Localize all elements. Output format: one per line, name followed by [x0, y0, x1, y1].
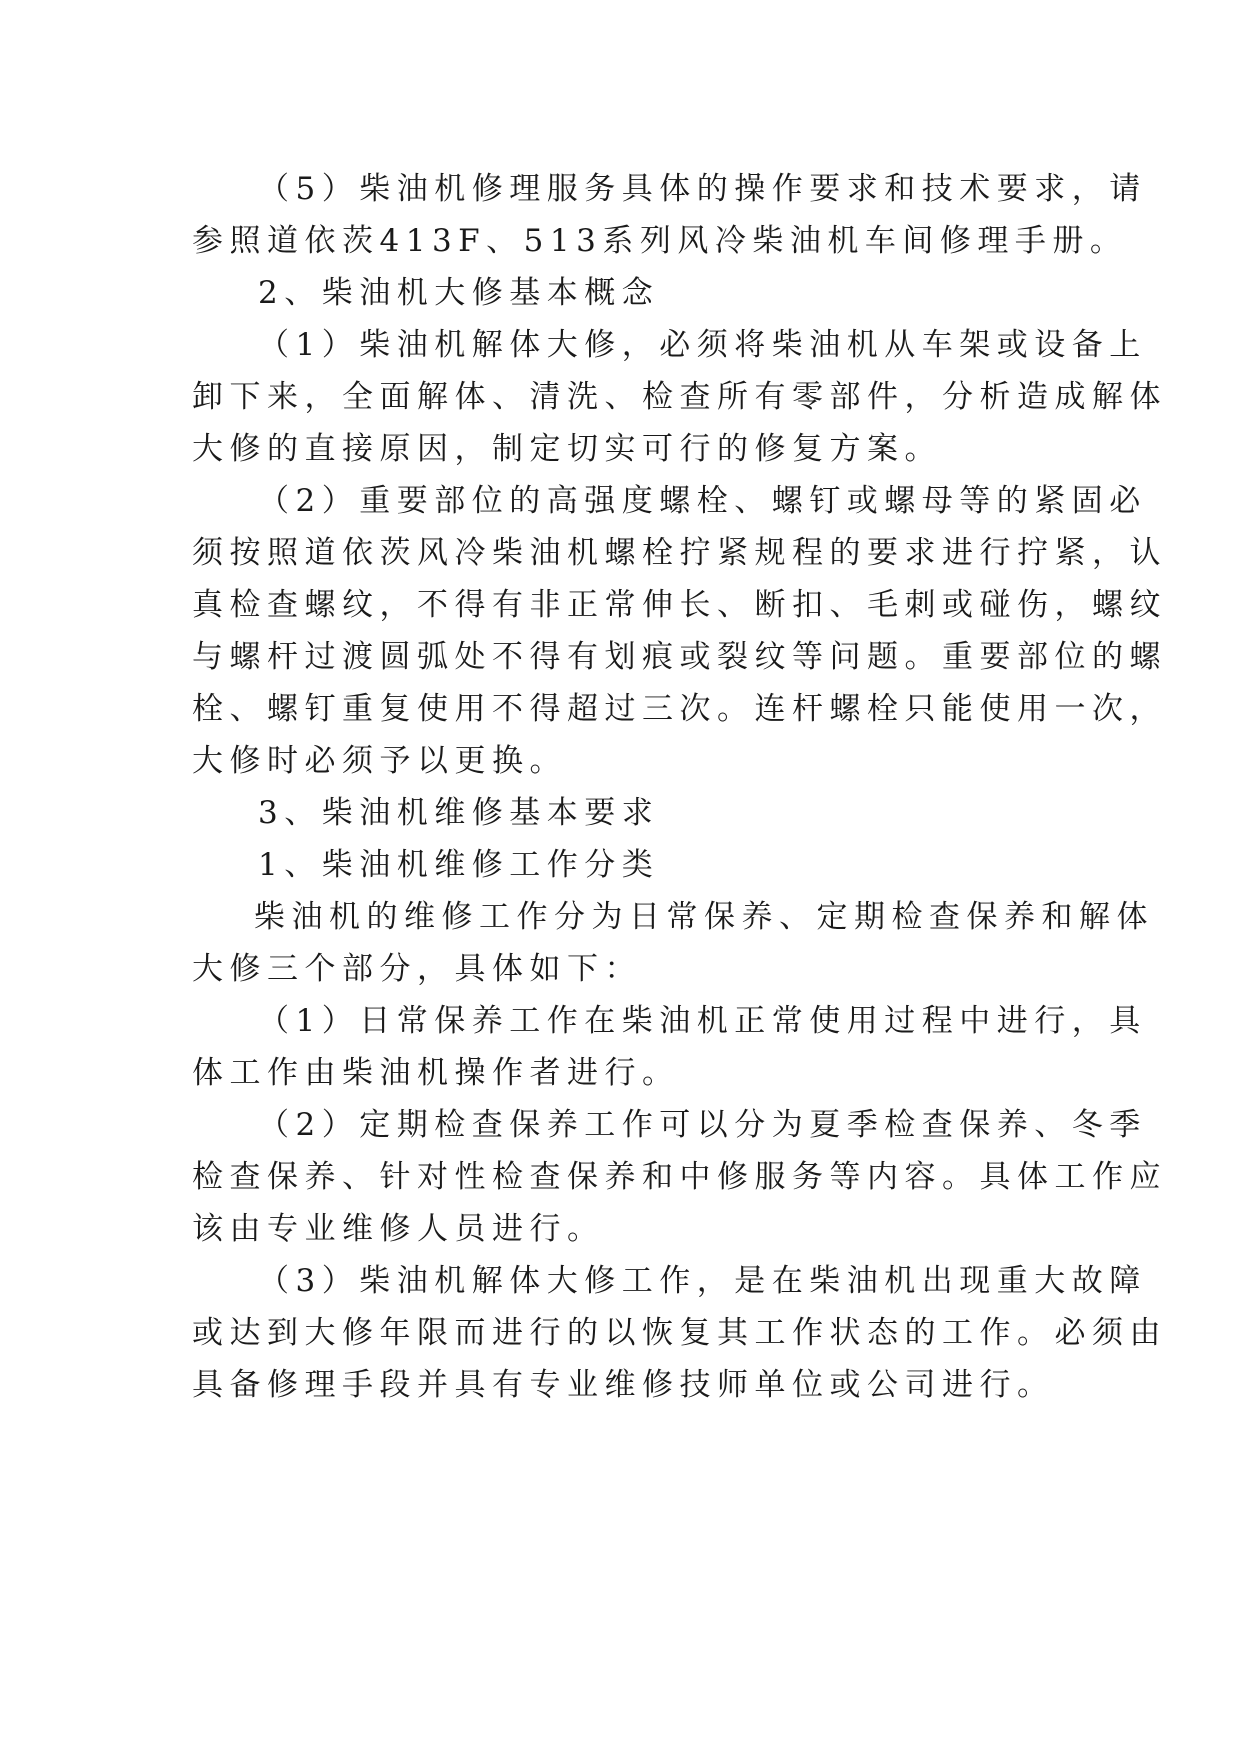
paragraph-line: 卸下来，全面解体、清洗、检查所有零部件，分析造成解体	[192, 379, 1167, 415]
paragraph-line: 体工作由柴油机操作者进行。	[192, 1055, 680, 1091]
paragraph-line: （2）重要部位的高强度螺栓、螺钉或螺母等的紧固必	[258, 483, 1147, 519]
section-heading: 3、柴油机维修基本要求	[258, 795, 660, 831]
paragraph-line: 具备修理手段并具有专业维修技师单位或公司进行。	[192, 1367, 1055, 1403]
paragraph-line: 柴油机的维修工作分为日常保养、定期检查保养和解体	[254, 899, 1154, 935]
paragraph-line: 与螺杆过渡圆弧处不得有划痕或裂纹等问题。重要部位的螺	[192, 639, 1167, 675]
paragraph-line: （2）定期检查保养工作可以分为夏季检查保养、冬季	[258, 1107, 1147, 1143]
section-heading: 2、柴油机大修基本概念	[258, 275, 660, 311]
paragraph-line: 该由专业维修人员进行。	[192, 1211, 605, 1247]
paragraph-line: 大修的直接原因，制定切实可行的修复方案。	[192, 431, 942, 467]
paragraph-line: （5）柴油机修理服务具体的操作要求和技术要求，请	[258, 171, 1147, 207]
paragraph-line: 或达到大修年限而进行的以恢复其工作状态的工作。必须由	[192, 1315, 1167, 1351]
paragraph-line: 大修三个部分，具体如下：	[192, 951, 642, 987]
paragraph-line: 真检查螺纹，不得有非正常伸长、断扣、毛刺或碰伤，螺纹	[192, 587, 1167, 623]
paragraph-line: 检查保养、针对性检查保养和中修服务等内容。具体工作应	[192, 1159, 1167, 1195]
paragraph-line: 参照道依茨413F、513系列风冷柴油机车间修理手册。	[192, 223, 1128, 259]
paragraph-line: （1）日常保养工作在柴油机正常使用过程中进行，具	[258, 1003, 1147, 1039]
subsection-heading: 1、柴油机维修工作分类	[258, 847, 660, 883]
paragraph-line: 须按照道依茨风冷柴油机螺栓拧紧规程的要求进行拧紧，认	[192, 535, 1167, 571]
paragraph-line: （3）柴油机解体大修工作，是在柴油机出现重大故障	[258, 1263, 1147, 1299]
paragraph-line: 大修时必须予以更换。	[192, 743, 567, 779]
paragraph-line: （1）柴油机解体大修，必须将柴油机从车架或设备上	[258, 327, 1147, 363]
paragraph-line: 栓、螺钉重复使用不得超过三次。连杆螺栓只能使用一次，	[192, 691, 1167, 727]
